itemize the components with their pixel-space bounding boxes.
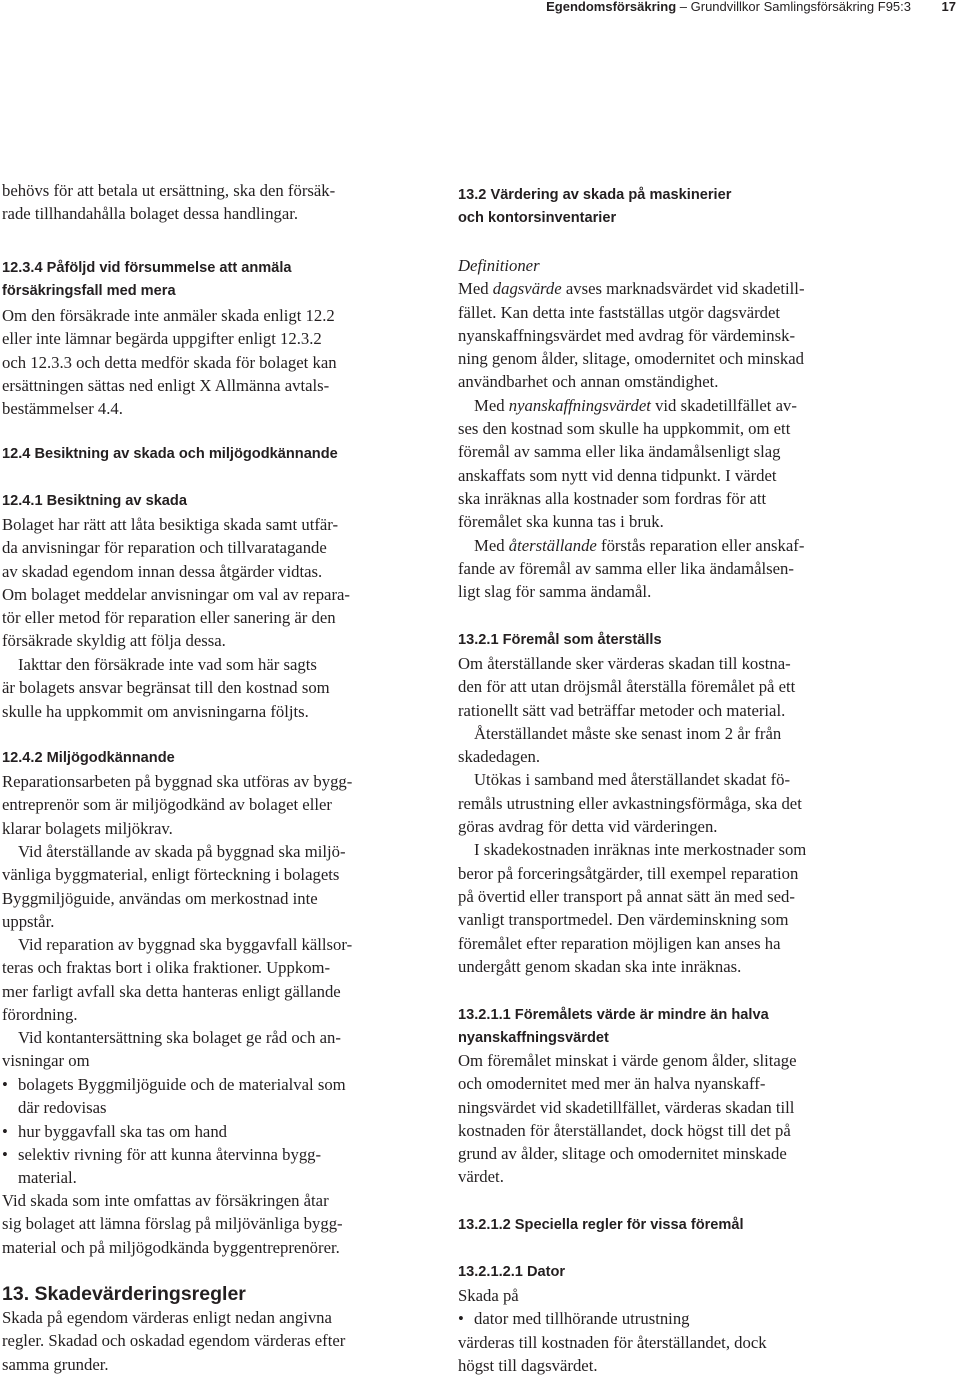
list-item: • dator med tillhörande utrustning (458, 1307, 767, 1330)
heading-13: 13. Skadevärderingsregler (2, 1283, 246, 1305)
heading-12-4-1: 12.4.1 Besiktning av skada (2, 493, 187, 509)
paragraph-12-4-2-a: Reparationsarbeten på byggnad ska utföras av bygg- entreprenör som är miljögodkänd av bolaget eller klarar bolagets miljökrav. (2, 772, 353, 838)
heading-13-2-1-2: 13.2.1.2 Speciella regler för vissa föremål (458, 1217, 744, 1233)
intro-paragraph: behövs för att betala ut ersättning, ska den försäk- rade tillhandahålla bolaget dessa handlingar. (2, 181, 336, 224)
paragraph-12-4-2-d: Vid kontantersättning ska bolaget ge råd och an- visningar om (2, 1028, 341, 1071)
list-item: • bolagets Byggmiljöguide och de materialval som (2, 1073, 346, 1096)
heading-13-2-1-2-1: 13.2.1.2.1 Dator (458, 1264, 566, 1280)
paragraph-13: Skada på egendom värderas enligt nedan angivna regler. Skadad och oskadad egendom värderas efter samma grunder. (2, 1308, 346, 1374)
bullet-list: • bolagets Byggmiljöguide och de materialval som där redovisas • hur byggavfall ska tas om hand • selektiv rivning för att kunna återvinna bygg- material. (2, 1073, 346, 1189)
paragraph-12-4-2-c: Vid reparation av byggnad ska byggavfall källsor- teras och fraktas bort i olika fraktioner. Uppkom- mer farligt avfall ska detta hanteras enligt gällande förordning. (2, 935, 353, 1024)
page-number: 17 (941, 0, 956, 14)
heading-12-4: 12.4 Besiktning av skada och miljögodkännande (2, 446, 338, 462)
heading-13-2-1: 13.2.1 Föremål som återställs (458, 632, 662, 648)
definitions-block: Definitioner Med dagsvärde avses marknadsvärdet vid skadetill- fället. Kan detta inte fastställas utgör dagsvärdet nyanskaffningsvärdet med avdrag för värdeminsk- ning genom ålder, slitage, omodernitet och minskad användbarhet och annan omständighet. Med nyanskaffningsvärdet vid skadetillfället av- ses den kostnad som skulle ha uppkommit, om ett föremål av samma eller lika ändamålsenligt slag anskaffats som nytt vid denna tidpunkt. I värdet ska inräknas alla kostnader som fordras för att föremålet ska kunna tas i bruk. Med återställande förstås reparation eller anskaf- fande av föremål av samma eller lika ändamålsen- ligt slag för samma ändamål. (458, 256, 805, 602)
header-title: Egendomsförsäkring – Grundvillkor Samlingsförsäkring F95:3 (546, 0, 911, 14)
paragraph-13-2-1: Om återställande sker värderas skadan till kostna- den för att utan dröjsmål återställa föremålet på ett rationellt sätt vad beträffar metoder och material. Återställandet måste ske senast inom 2 år från skadedagen. Utökas i samband med återställandet skadat fö- remåls utrustning eller avkastningsförmåga, ska det göras avdrag för detta vid värderingen. I skadekostnaden inräknas inte merkostnader som beror på forceringsåtgärder, till exempel reparation på övertid eller transport på annat sätt än med sed- vanligt transportmedel. Den värdeminskning som föremålet efter reparation möjligen kan anses ha undergått genom skadan ska inte inräknas. (458, 654, 807, 976)
paragraph-13-2-1-1: Om föremålet minskat i värde genom ålder, slitage och omodernitet med mer än halva nyanskaff- ningsvärdet vid skadetillfället, värderas skadan till kostnaden för återställandet, dock högst till det på grund av ålder, slitage och omodernitet minskade värdet. (458, 1051, 797, 1187)
definitions-label: Definitioner (458, 256, 540, 275)
paragraph-12-3-4: Om den försäkrade inte anmäler skada enligt 12.2 eller inte lämnar begärda uppgifter enligt 12.3.2 och 12.3.3 och detta medför skada för bolaget kan ersättningen sättas ned enligt X Allmänna avtals- bestämmelser 4.4. (2, 306, 337, 419)
list-item: • hur byggavfall ska tas om hand (2, 1120, 346, 1143)
paragraph-13-2-1-2-1: Skada på • dator med tillhörande utrustning värderas till kostnaden för återställandet, dock högst till dagsvärdet. (458, 1284, 767, 1377)
paragraph-12-4-1-b: Iakttar den försäkrade inte vad som här sagts är bolagets ansvar begränsat till den kostnad som skulle ha uppkommit om anvisningarna följts. (2, 655, 330, 721)
heading-13-2: 13.2 Värdering av skada på maskinerier och kontorsinventarier (458, 187, 732, 227)
running-header (0, 0, 960, 24)
paragraph-12-4-2-e: Vid skada som inte omfattas av försäkringen åtar sig bolaget att lämna förslag på miljövänliga bygg- material och på miljögodkända byggentreprenörer. (2, 1191, 343, 1257)
paragraph-12-4-1-a: Bolaget har rätt att låta besiktiga skada samt utfär- da anvisningar för reparation och tillvaratagande av skadad egendom innan dessa åtgärder vidtas. Om bolaget meddelar anvisningar om val av repara- tör eller metod för reparation eller sanering är den försäkrade skyldig att följa dessa. (2, 515, 350, 651)
heading-13-2-1-1: 13.2.1.1 Föremålets värde är mindre än halva nyanskaffningsvärdet (458, 1007, 769, 1047)
heading-12-4-2: 12.4.2 Miljögodkännande (2, 750, 175, 766)
heading-12-3-4: 12.3.4 Påföljd vid försummelse att anmäla försäkringsfall med mera (2, 260, 292, 300)
list-item: • selektiv rivning för att kunna återvinna bygg- (2, 1143, 346, 1166)
paragraph-12-4-2-b: Vid återställande av skada på byggnad ska miljö- vänliga byggmaterial, enligt förteckning i bolagets Byggmiljöguide, användas om merkostnad inte uppstår. (2, 842, 346, 931)
